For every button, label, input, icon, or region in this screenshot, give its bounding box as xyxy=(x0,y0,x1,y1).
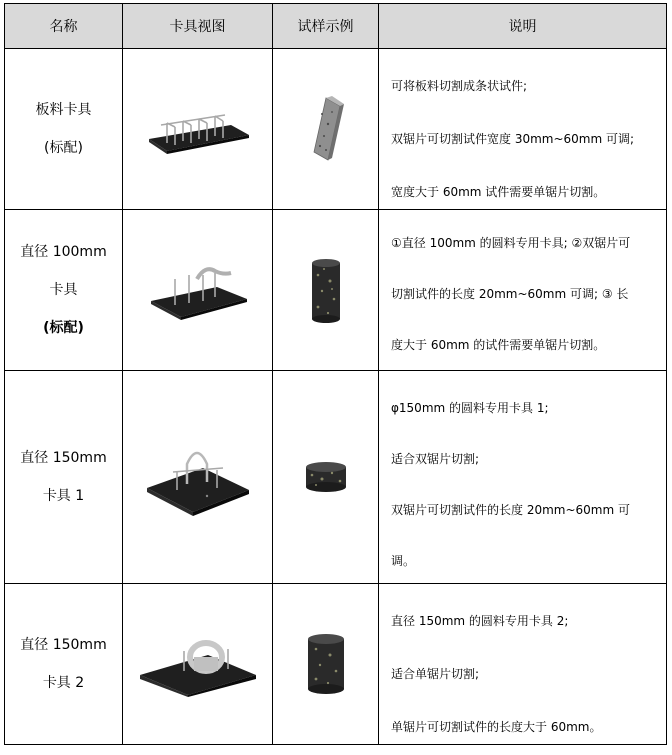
table-row xyxy=(5,210,667,371)
description-line: 调。 xyxy=(391,554,416,568)
slab-specimen-icon xyxy=(306,94,346,164)
fixture-name-line: (标配) xyxy=(44,140,83,156)
fixture-name-line: 直径 150mm xyxy=(20,637,107,653)
description-cell xyxy=(379,371,667,584)
description-line: 度大于 60mm 的试件需要单锯片切割。 xyxy=(391,338,606,352)
fixture-spec-table xyxy=(4,3,667,745)
specimen-example-cell xyxy=(273,584,379,745)
description-line: 切割试件的长度 20mm~60mm 可调; ③ 长 xyxy=(391,287,629,301)
fixture-name-line: (标配) xyxy=(43,320,84,336)
cylinder-150-fixture-2-icon xyxy=(138,631,258,697)
fixture-name-cell xyxy=(5,584,123,745)
description-line: 双锯片可切割试件宽度 30mm~60mm 可调; xyxy=(391,132,635,146)
specimen-example-cell xyxy=(273,210,379,371)
slab-fixture-icon xyxy=(145,101,251,157)
description-line: 单锯片可切割试件的长度大于 60mm。 xyxy=(391,720,602,734)
fixture-view-cell xyxy=(123,49,273,210)
header-fixture-view: 卡具视图 xyxy=(123,4,273,49)
fixture-name-cell xyxy=(5,49,123,210)
description-cell xyxy=(379,584,667,745)
cylinder-150-fixture-1-icon xyxy=(143,438,253,516)
header-description: 说明 xyxy=(379,4,667,49)
header-specimen-example: 试样示例 xyxy=(273,4,379,49)
fixture-view-cell xyxy=(123,584,273,745)
fixture-view-cell xyxy=(123,371,273,584)
spec-table-wrapper xyxy=(4,3,667,745)
description-cell xyxy=(379,210,667,371)
description-line: 直径 150mm 的圆料专用卡具 2; xyxy=(391,614,569,628)
table-row xyxy=(5,49,667,210)
header-name: 名称 xyxy=(5,4,123,49)
fixture-name-cell xyxy=(5,210,123,371)
description-line: 可将板料切割成条状试件; xyxy=(391,79,528,93)
description-line: ①直径 100mm 的圆料专用卡具; ②双锯片可 xyxy=(391,236,631,250)
fixture-name-line: 板料卡具 xyxy=(35,102,92,118)
table-row xyxy=(5,584,667,745)
specimen-example-cell xyxy=(273,371,379,584)
fixture-name-line: 卡具 2 xyxy=(42,675,85,691)
description-line: φ150mm 的圆料专用卡具 1; xyxy=(391,401,549,415)
fixture-name-line: 直径 150mm xyxy=(20,450,107,466)
table-header-row xyxy=(5,4,667,49)
fixture-name-line: 卡具 1 xyxy=(42,488,85,504)
specimen-example-cell xyxy=(273,49,379,210)
description-cell xyxy=(379,49,667,210)
description-line: 双锯片可切割试件的长度 20mm~60mm 可 xyxy=(391,503,630,517)
fixture-name-line: 直径 100mm xyxy=(20,244,107,260)
cylinder-100-fixture-icon xyxy=(145,257,251,323)
cylinder-150-specimen-icon xyxy=(304,631,348,697)
description-line: 适合单锯片切割; xyxy=(391,667,480,681)
cylinder-150-disc-specimen-icon xyxy=(302,459,350,495)
cylinder-100-specimen-icon xyxy=(306,255,346,325)
description-line: 宽度大于 60mm 试件需要单锯片切割。 xyxy=(391,185,606,199)
fixture-name-cell xyxy=(5,371,123,584)
description-line: 适合双锯片切割; xyxy=(391,452,480,466)
table-row xyxy=(5,371,667,584)
fixture-view-cell xyxy=(123,210,273,371)
fixture-name-line: 卡具 xyxy=(49,282,78,298)
